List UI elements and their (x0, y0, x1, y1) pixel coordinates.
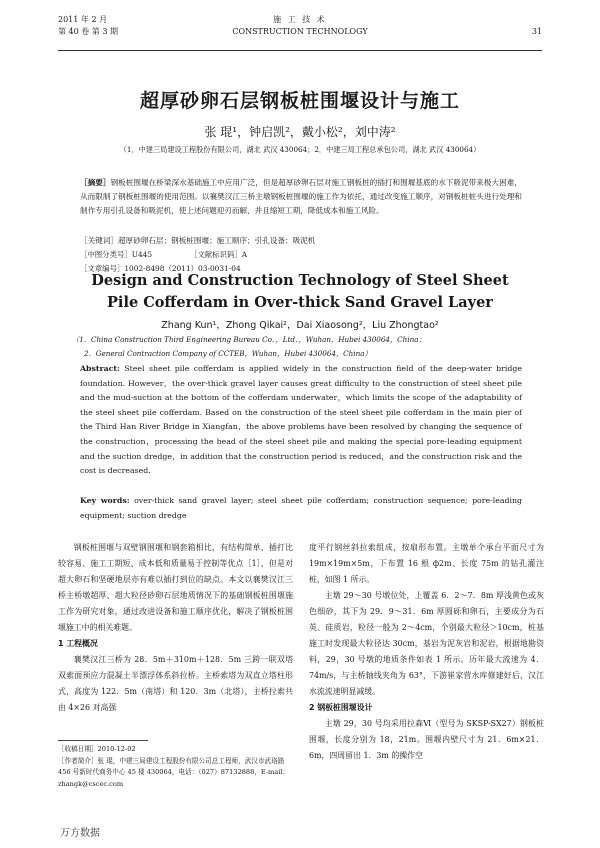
affiliation-en-2: 2．General Contraction Company of CCTEB，Wuhan，Hubei 430064，China） (84, 349, 372, 358)
affiliation-en-1: （1．China Construction Third Engineering Bureau Co．，Ltd．，Wuhan，Hubei 430064，China； (72, 335, 426, 344)
title-cn: 超厚砂卵石层钢板桩围堰设计与施工 (139, 90, 460, 112)
section-2-paragraph: 主墩 29，30 号均采用拉森Ⅵ（型号为 SKSP-SX27）钢板桩围堰，长度分别为 18，21m。围堰内壁尺寸为 21．6m×21．6m，四周留出 1．3m 的操作空 (309, 719, 544, 760)
section-1-heading: 1 工程概况 (58, 639, 98, 648)
header-journal-en: CONSTRUCTION TECHNOLOGY (232, 27, 368, 36)
abstract-en-label: Abstract: (80, 364, 120, 373)
keywords-cn: ［关键词］超厚砂卵石层；钢板桩围堰；施工顺序；引孔设备；吸泥机 (80, 236, 316, 245)
section-2-heading: 2 钢板桩围堰设计 (309, 703, 373, 712)
watermark-text: 万方数据 (60, 828, 100, 839)
footnote (58, 744, 293, 790)
document-code: ［文献标识码］A (190, 250, 248, 259)
authors-en: Zhang Kun¹，Zhong Qikai²，Dai Xiaosong²，Liu Zhongtao² (161, 320, 439, 331)
clc-number: ［中图分类号］U445 (80, 250, 153, 259)
abstract-cn (80, 176, 522, 218)
keywords-en (80, 494, 522, 523)
section-1-paragraph: 襄樊汉江三桥为 28．5m＋310m＋128．5m 三跨一联双塔双索面预应力混凝土半漂浮体系斜拉桥。主桥索塔为双直立塔柱形式，高度为 122．5m（南塔）和 120．3m（北塔），主桥拉索共由 4×26 对高强 (58, 655, 293, 712)
intro-paragraph: 钢板桩围堰与双壁钢围堰和钢套箱相比，有结构简单、插打比较容易、施工工期短、成本低和质量易于控制等优点［1］，但是对超大卵石和坚硬地层亦有难以插打到位的缺点。本文以襄樊汉江三桥主桥墩超厚、超大粒径砂卵石层地质情况下的基础钢板桩围堰施工作为研究对象，通过改进设备和施工顺序优化，解决了钢板桩围堰施工中的相关难题。 (58, 543, 293, 632)
keywords-en-label: Key words: (80, 496, 130, 505)
authors-cn: 张 琨¹，钟启凯²，戴小松²，刘中涛² (204, 125, 396, 139)
footnote-rule (58, 740, 148, 741)
keywords-en-text: over-thick sand gravel layer; steel sheet pile cofferdam; construction sequence; pore-leading equipment; suction dredge (80, 496, 522, 520)
affiliation-cn: （1．中建三局建设工程股份有限公司，湖北 武汉 430064；2．中建三局工程总承包公司，湖北 武汉 430064） (119, 145, 481, 154)
running-header (58, 14, 542, 51)
geology-paragraph: 主墩 29～30 号墩位处，上覆盖 6．2～7．8m 厚浅黄色或灰色细砂，其下为 29．9～31．6m 厚圆砾和卵石，主要成分为石英、硅质岩，粒径一般为 2～4cm，个别最大粒径＞10cm，桩基施工时发现最大粒径达 30cm，基岩为泥灰岩和泥岩，根据地勘资料，29，30 号墩的地质条件如表 1 所示。历年最大流速为 4．74m/s，与主桥轴线夹角为 63°，下游崔家营水库修建好后，汉江水流流速明显减缓。 (309, 591, 544, 696)
article-number: ［文章编号］1002-8498（2011）03-0031-04 (80, 264, 241, 273)
abstract-en-text: Steel sheet pile cofferdam is applied widely in the construction field of the deep-water bridge foundation. However，the over-thick gravel layer causes great difficulty to the construction of steel sheet pile and the mud-suction at the bottom of the cofferdam underwater，which limits the scope of the adaptability of the steel sheet pile cofferdam. Based on the construction of the steel sheet pile cofferdam in the main pier of the Third Han River Bridge in Xiangfan，the above problems have been resolved by changing the sequence of the construction，processing the head of the steel sheet pile and making the special pore-leading equipment and the suction dredge，in addition that the construction period is reduced，and the construction risk and the cost is decreased. (80, 364, 522, 476)
abstract-en (80, 362, 522, 479)
continuation-paragraph: 度平行钢丝斜拉索组成，按扇形布置。主墩单个承台平面尺寸为 19m×19m×5m，下布置 16 根 ф2m、长度 75m 的钻孔灌注桩，如图 1 所示。 (309, 543, 544, 584)
footnote-received: ［收稿日期］2010-12-02 (58, 745, 136, 753)
abstract-cn-text: 钢板桩围堰在桥梁深水基础施工中应用广泛，但是超厚砂卵石层对施工钢板桩的插打和围堰基底的水下吸泥带来极大困难，从而限制了钢板桩围堰的使用范围。以襄樊汉江三桥主墩钢板桩围堰的施工作为依托，通过改变施工顺序，对钢板桩桩头进行处理和制作专用引孔设备和吸泥机，使上述问题迎刃而解，并且缩短工期，降低成本和施工风险。 (80, 178, 522, 215)
header-page-number: 31 (531, 27, 542, 36)
header-issue: 第 40 卷 第 3 期 (58, 27, 118, 36)
body-column-left (58, 540, 293, 716)
title-en-line-1: Design and Construction Technology of Steel Sheet (91, 272, 509, 289)
title-en (0, 270, 600, 314)
title-en-line-2: Pile Cofferdam in Over-thick Sand Gravel Layer (107, 294, 493, 311)
footnote-author-info: ［作者简介］张 琨，中建三局建设工程股份有限公司总工程师，武汉市武珞路 456 号新时代商务中心 45 楼 430064，电话：（027）87132888，E-mail：zhangk@cscec.com (58, 756, 290, 788)
affiliation-en (72, 333, 542, 361)
header-date: 2011 年 2 月 (58, 15, 108, 24)
abstract-cn-label: ［摘要］ (80, 178, 111, 187)
body-column-right (309, 540, 544, 764)
header-journal-cn: 施 工 技 术 (273, 15, 327, 24)
